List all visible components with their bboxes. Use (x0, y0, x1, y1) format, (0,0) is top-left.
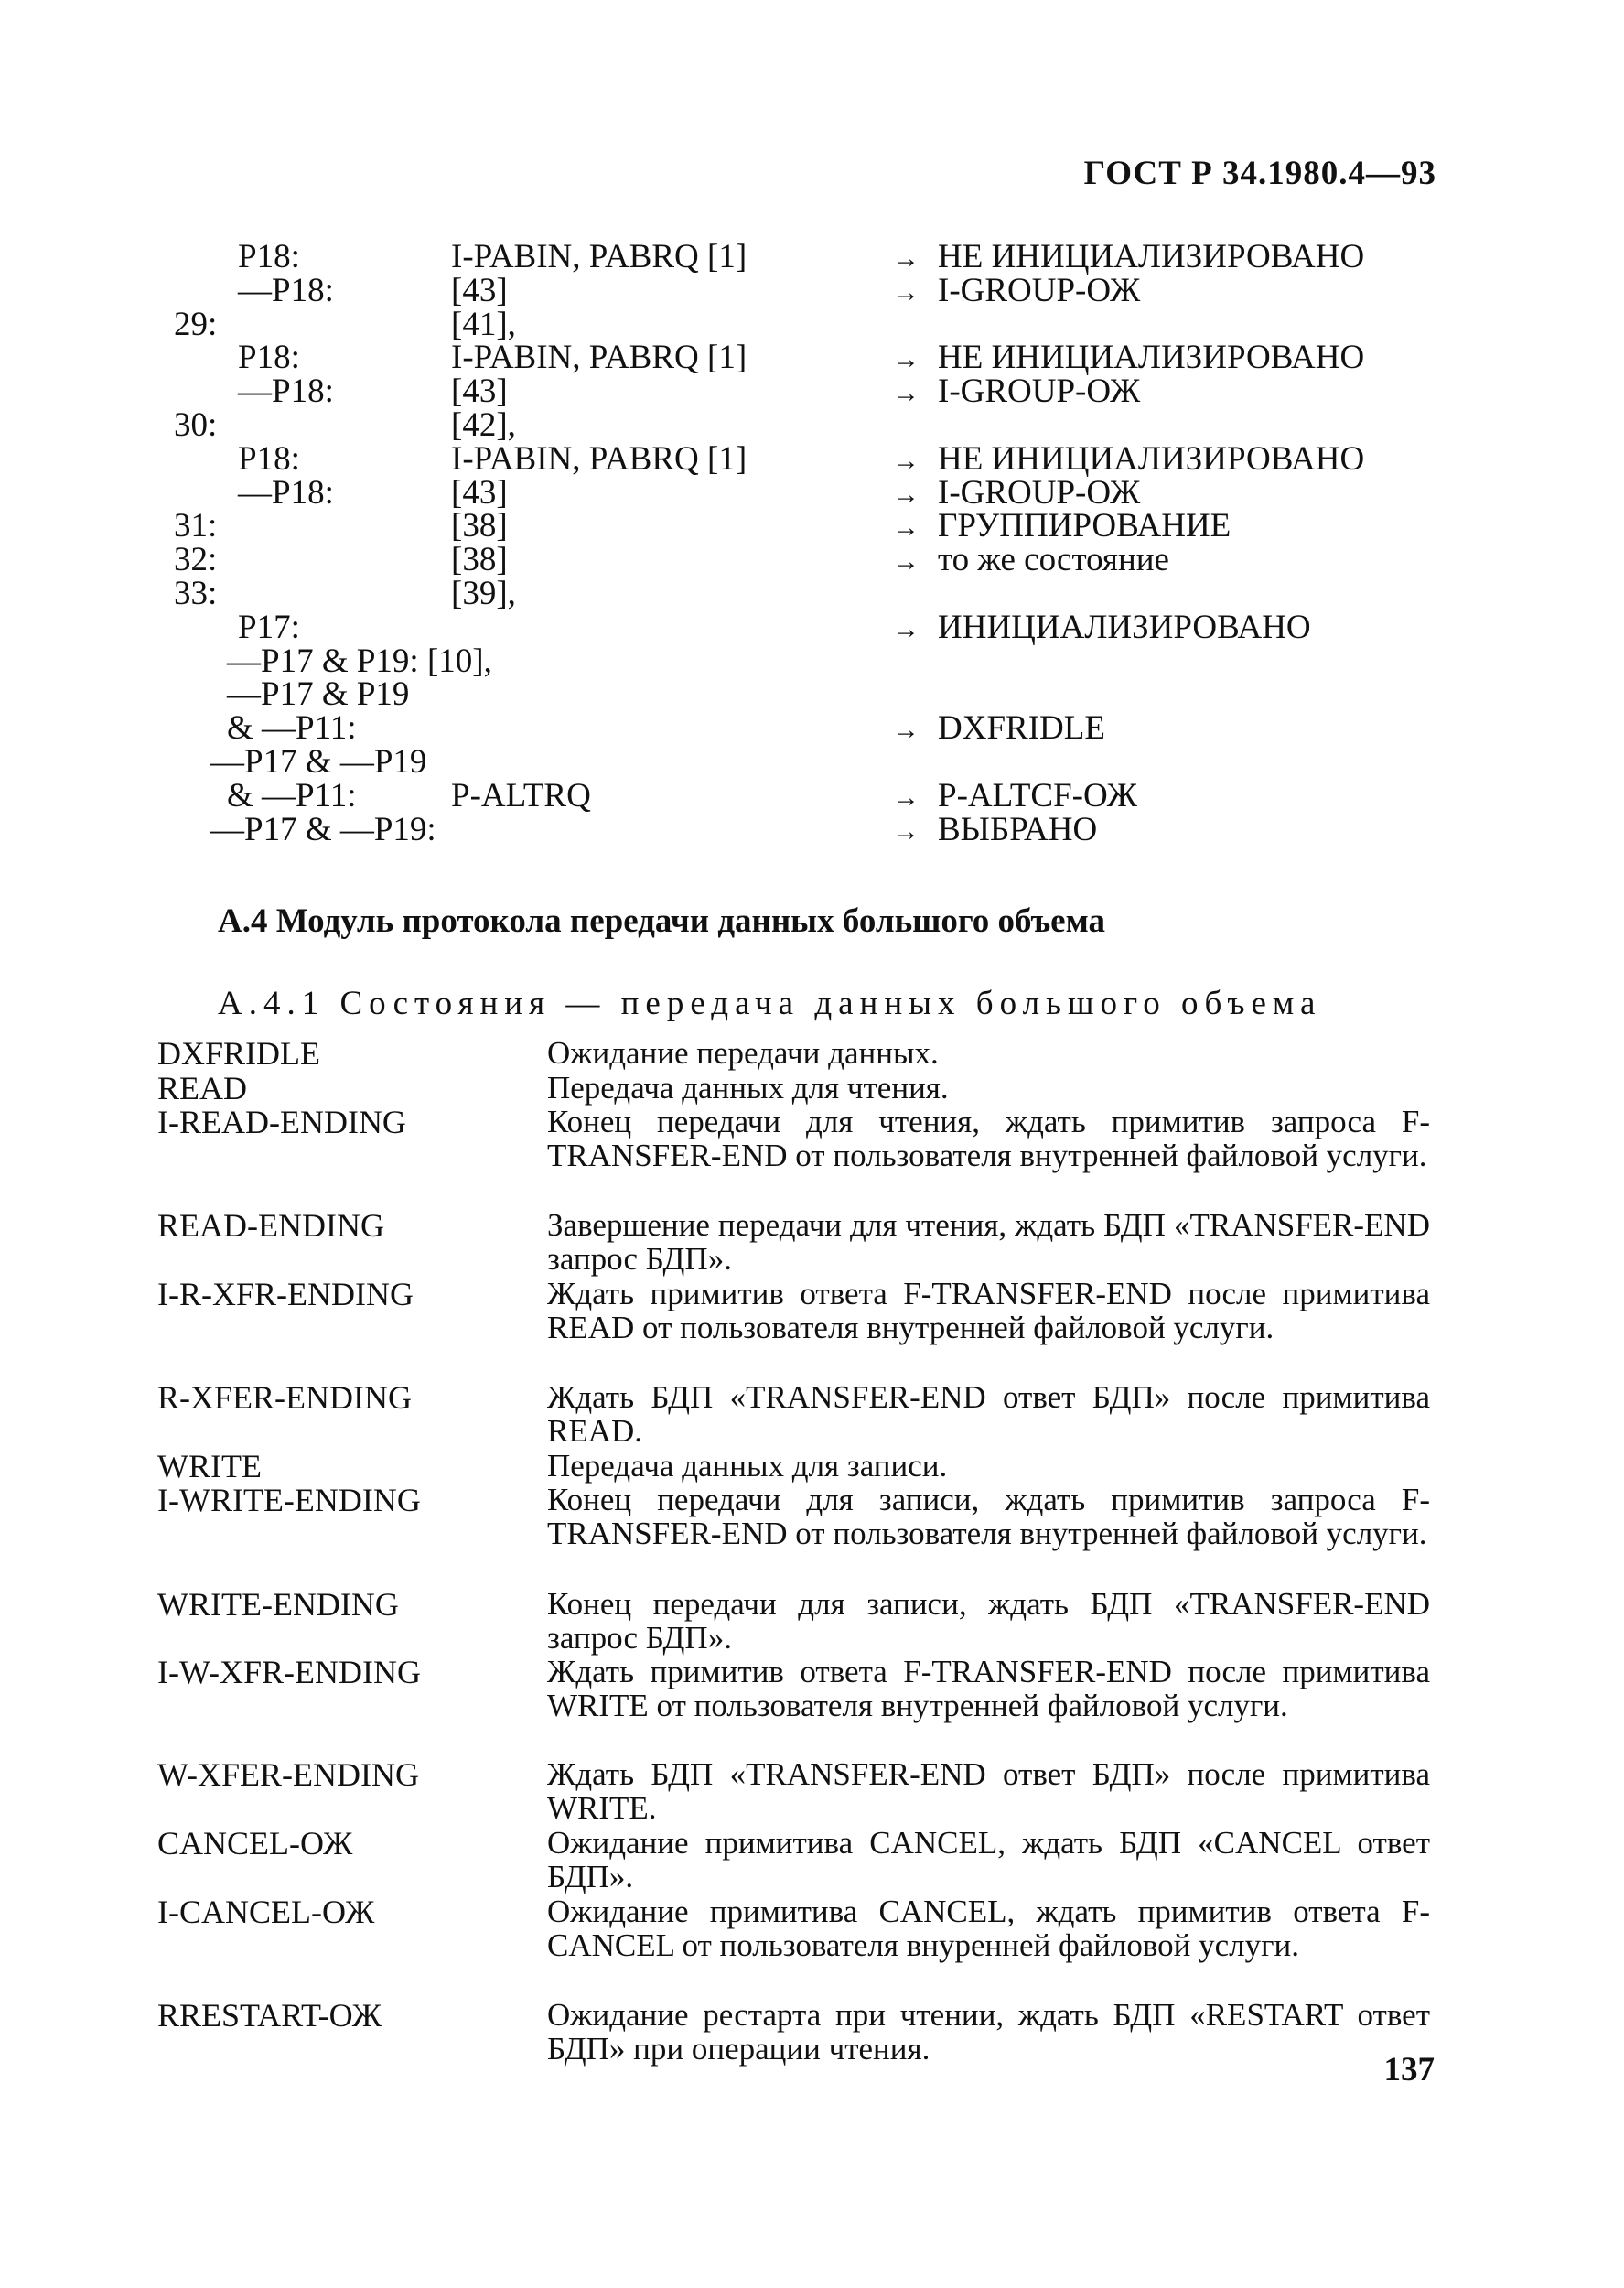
transition-event: 32: (174, 541, 218, 579)
transition-row (0, 644, 1624, 679)
next-state-label: то же состояние (938, 541, 1169, 579)
transition-action: I-PABIN, PABRQ [1] (451, 238, 747, 275)
transition-row (0, 408, 1624, 443)
state-description: Ждать примитив ответа F-TRANSFER-END после примитива READ от пользователя внутренней файловой услуги. (547, 1276, 1430, 1345)
state-description: Завершение передачи для чтения, ждать БДП «TRANSFER-END запрос БДП». (547, 1207, 1430, 1277)
arrow-right-icon: → (892, 613, 920, 644)
next-state-label: DXFRIDLE (938, 709, 1105, 748)
transition-row (0, 745, 1624, 780)
transition-row (0, 577, 1624, 611)
transition-event: 31: (174, 507, 218, 545)
transition-next-state (892, 543, 1169, 579)
transition-row (0, 810, 1624, 848)
next-state-label: ВЫБРАНО (938, 810, 1098, 848)
transition-row (0, 340, 1624, 375)
next-state-label: I-GROUP-ОЖ (938, 473, 1141, 512)
transition-event: P18: (238, 339, 300, 377)
state-name: DXFRIDLE (157, 1035, 320, 1072)
transition-row (0, 240, 1624, 275)
transition-action: [41], (451, 305, 516, 343)
transition-action: [43] (451, 271, 508, 309)
arrow-right-icon: → (892, 546, 920, 577)
transition-event: 30: (174, 406, 218, 444)
transition-row (0, 543, 1624, 577)
transition-event: —P17 & P19 (227, 675, 410, 714)
transition-row (0, 776, 1624, 815)
state-description: Ожидание передачи данных. (547, 1035, 939, 1071)
state-name: I-WRITE-ENDING (157, 1482, 421, 1518)
transition-row (0, 374, 1624, 409)
transition-row (0, 305, 1624, 343)
page-number: 137 (1383, 2051, 1435, 2088)
state-name: READ-ENDING (157, 1207, 384, 1244)
next-state-label: ИНИЦИАЛИЗИРОВАНО (938, 608, 1311, 646)
state-name: WRITE-ENDING (157, 1586, 399, 1623)
arrow-right-icon: → (892, 782, 920, 813)
transition-action: [38] (451, 541, 508, 579)
next-state-label: НЕ ИНИЦИАЛИЗИРОВАНО (938, 238, 1365, 275)
next-state-label: I-GROUP-ОЖ (938, 271, 1141, 309)
state-name: W-XFER-ENDING (157, 1756, 419, 1793)
transition-event: 29: (174, 305, 218, 343)
arrow-right-icon: → (892, 445, 920, 476)
transition-next-state (892, 374, 1140, 411)
subsection-heading: А.4.1 Состояния — передача данных большого объема (218, 985, 1322, 1022)
state-description: Ждать БДП «TRANSFER-END ответ БДП» после примитива WRITE. (547, 1756, 1430, 1826)
transition-row (0, 439, 1624, 478)
next-state-label: I-GROUP-ОЖ (938, 372, 1141, 411)
state-description: Ожидание примитива CANCEL, ждать БДП «CANCEL ответ БДП». (547, 1825, 1430, 1894)
state-name: I-CANCEL-ОЖ (157, 1894, 375, 1930)
state-name: R-XFER-ENDING (157, 1379, 412, 1416)
transition-next-state (892, 810, 1098, 849)
transition-event: P18: (238, 439, 300, 478)
transition-next-state (892, 610, 1311, 647)
transition-action: P-ALTRQ (451, 776, 591, 815)
transition-action: [43] (451, 473, 508, 512)
state-name: READ (157, 1070, 247, 1106)
transition-event: P17: (238, 608, 300, 646)
next-state-label: P-ALTCF-ОЖ (938, 776, 1137, 815)
arrow-right-icon: → (892, 243, 920, 274)
transition-event: & —P11: (227, 709, 357, 748)
transition-action: [43] (451, 372, 508, 411)
arrow-right-icon: → (892, 276, 920, 308)
transition-row (0, 677, 1624, 712)
state-description: Передача данных для чтения. (547, 1070, 949, 1106)
transition-event: —P18: (238, 271, 334, 309)
transition-action: [39], (451, 575, 516, 612)
transition-action: I-PABIN, PABRQ [1] (451, 339, 747, 377)
transition-row (0, 509, 1624, 544)
state-name: I-R-XFR-ENDING (157, 1276, 414, 1312)
state-description: Конец передачи для чтения, ждать примитив запроса F-TRANSFER-END от пользователя внутренней файловой услуги. (547, 1104, 1430, 1173)
state-description: Ждать БДП «TRANSFER-END ответ БДП» после примитива READ. (547, 1379, 1430, 1449)
state-description: Ждать примитив ответа F-TRANSFER-END после примитива WRITE от пользователя внутренней файловой услуги. (547, 1654, 1430, 1723)
state-description: Ожидание рестарта при чтении, ждать БДП «RESTART ответ БДП» при операции чтения. (547, 1997, 1430, 2067)
state-description: Конец передачи для записи, ждать БДП «TRANSFER-END запрос БДП». (547, 1586, 1430, 1656)
next-state-label: ГРУППИРОВАНИЕ (938, 507, 1231, 545)
arrow-right-icon: → (892, 815, 920, 847)
arrow-right-icon: → (892, 344, 920, 375)
transition-action: [38] (451, 507, 508, 545)
state-name: I-READ-ENDING (157, 1104, 406, 1140)
transition-event: 33: (174, 575, 218, 612)
arrow-right-icon: → (892, 479, 920, 510)
transition-row (0, 711, 1624, 746)
running-header: ГОСТ Р 34.1980.4—93 (1083, 155, 1436, 192)
state-name: WRITE (157, 1448, 262, 1484)
state-name: CANCEL-ОЖ (157, 1825, 353, 1862)
state-description: Ожидание примитива CANCEL, ждать примитив ответа F-CANCEL от пользователя внуренней файловой услуги. (547, 1894, 1430, 1963)
state-name: I-W-XFR-ENDING (157, 1654, 421, 1690)
arrow-right-icon: → (892, 513, 920, 544)
transition-next-state (892, 271, 1141, 310)
transition-event: —P17 & —P19 (210, 743, 427, 781)
transition-action: [42], (451, 406, 516, 444)
transition-event: —P18: (238, 372, 334, 411)
transition-row (0, 473, 1624, 512)
transition-row (0, 271, 1624, 309)
state-description: Конец передачи для записи, ждать примитив запроса F-TRANSFER-END от пользователя внутренней файловой услуги. (547, 1482, 1430, 1551)
transition-event: —P18: (238, 473, 334, 512)
transition-event: & —P11: (227, 776, 357, 815)
arrow-right-icon: → (892, 715, 920, 746)
transition-action: I-PABIN, PABRQ [1] (451, 439, 747, 478)
transition-row (0, 610, 1624, 645)
transition-event: —P17 & P19: [10], (227, 642, 492, 680)
transition-event: P18: (238, 238, 300, 275)
arrow-right-icon: → (892, 378, 920, 409)
transition-event: —P17 & —P19: (210, 810, 436, 848)
next-state-label: НЕ ИНИЦИАЛИЗИРОВАНО (938, 339, 1365, 377)
section-heading: А.4 Модуль протокола передачи данных большого объема (218, 902, 1106, 940)
state-description: Передача данных для записи. (547, 1448, 948, 1484)
transition-next-state (892, 711, 1105, 748)
next-state-label: НЕ ИНИЦИАЛИЗИРОВАНО (938, 439, 1365, 478)
state-name: RRESTART-ОЖ (157, 1997, 382, 2034)
